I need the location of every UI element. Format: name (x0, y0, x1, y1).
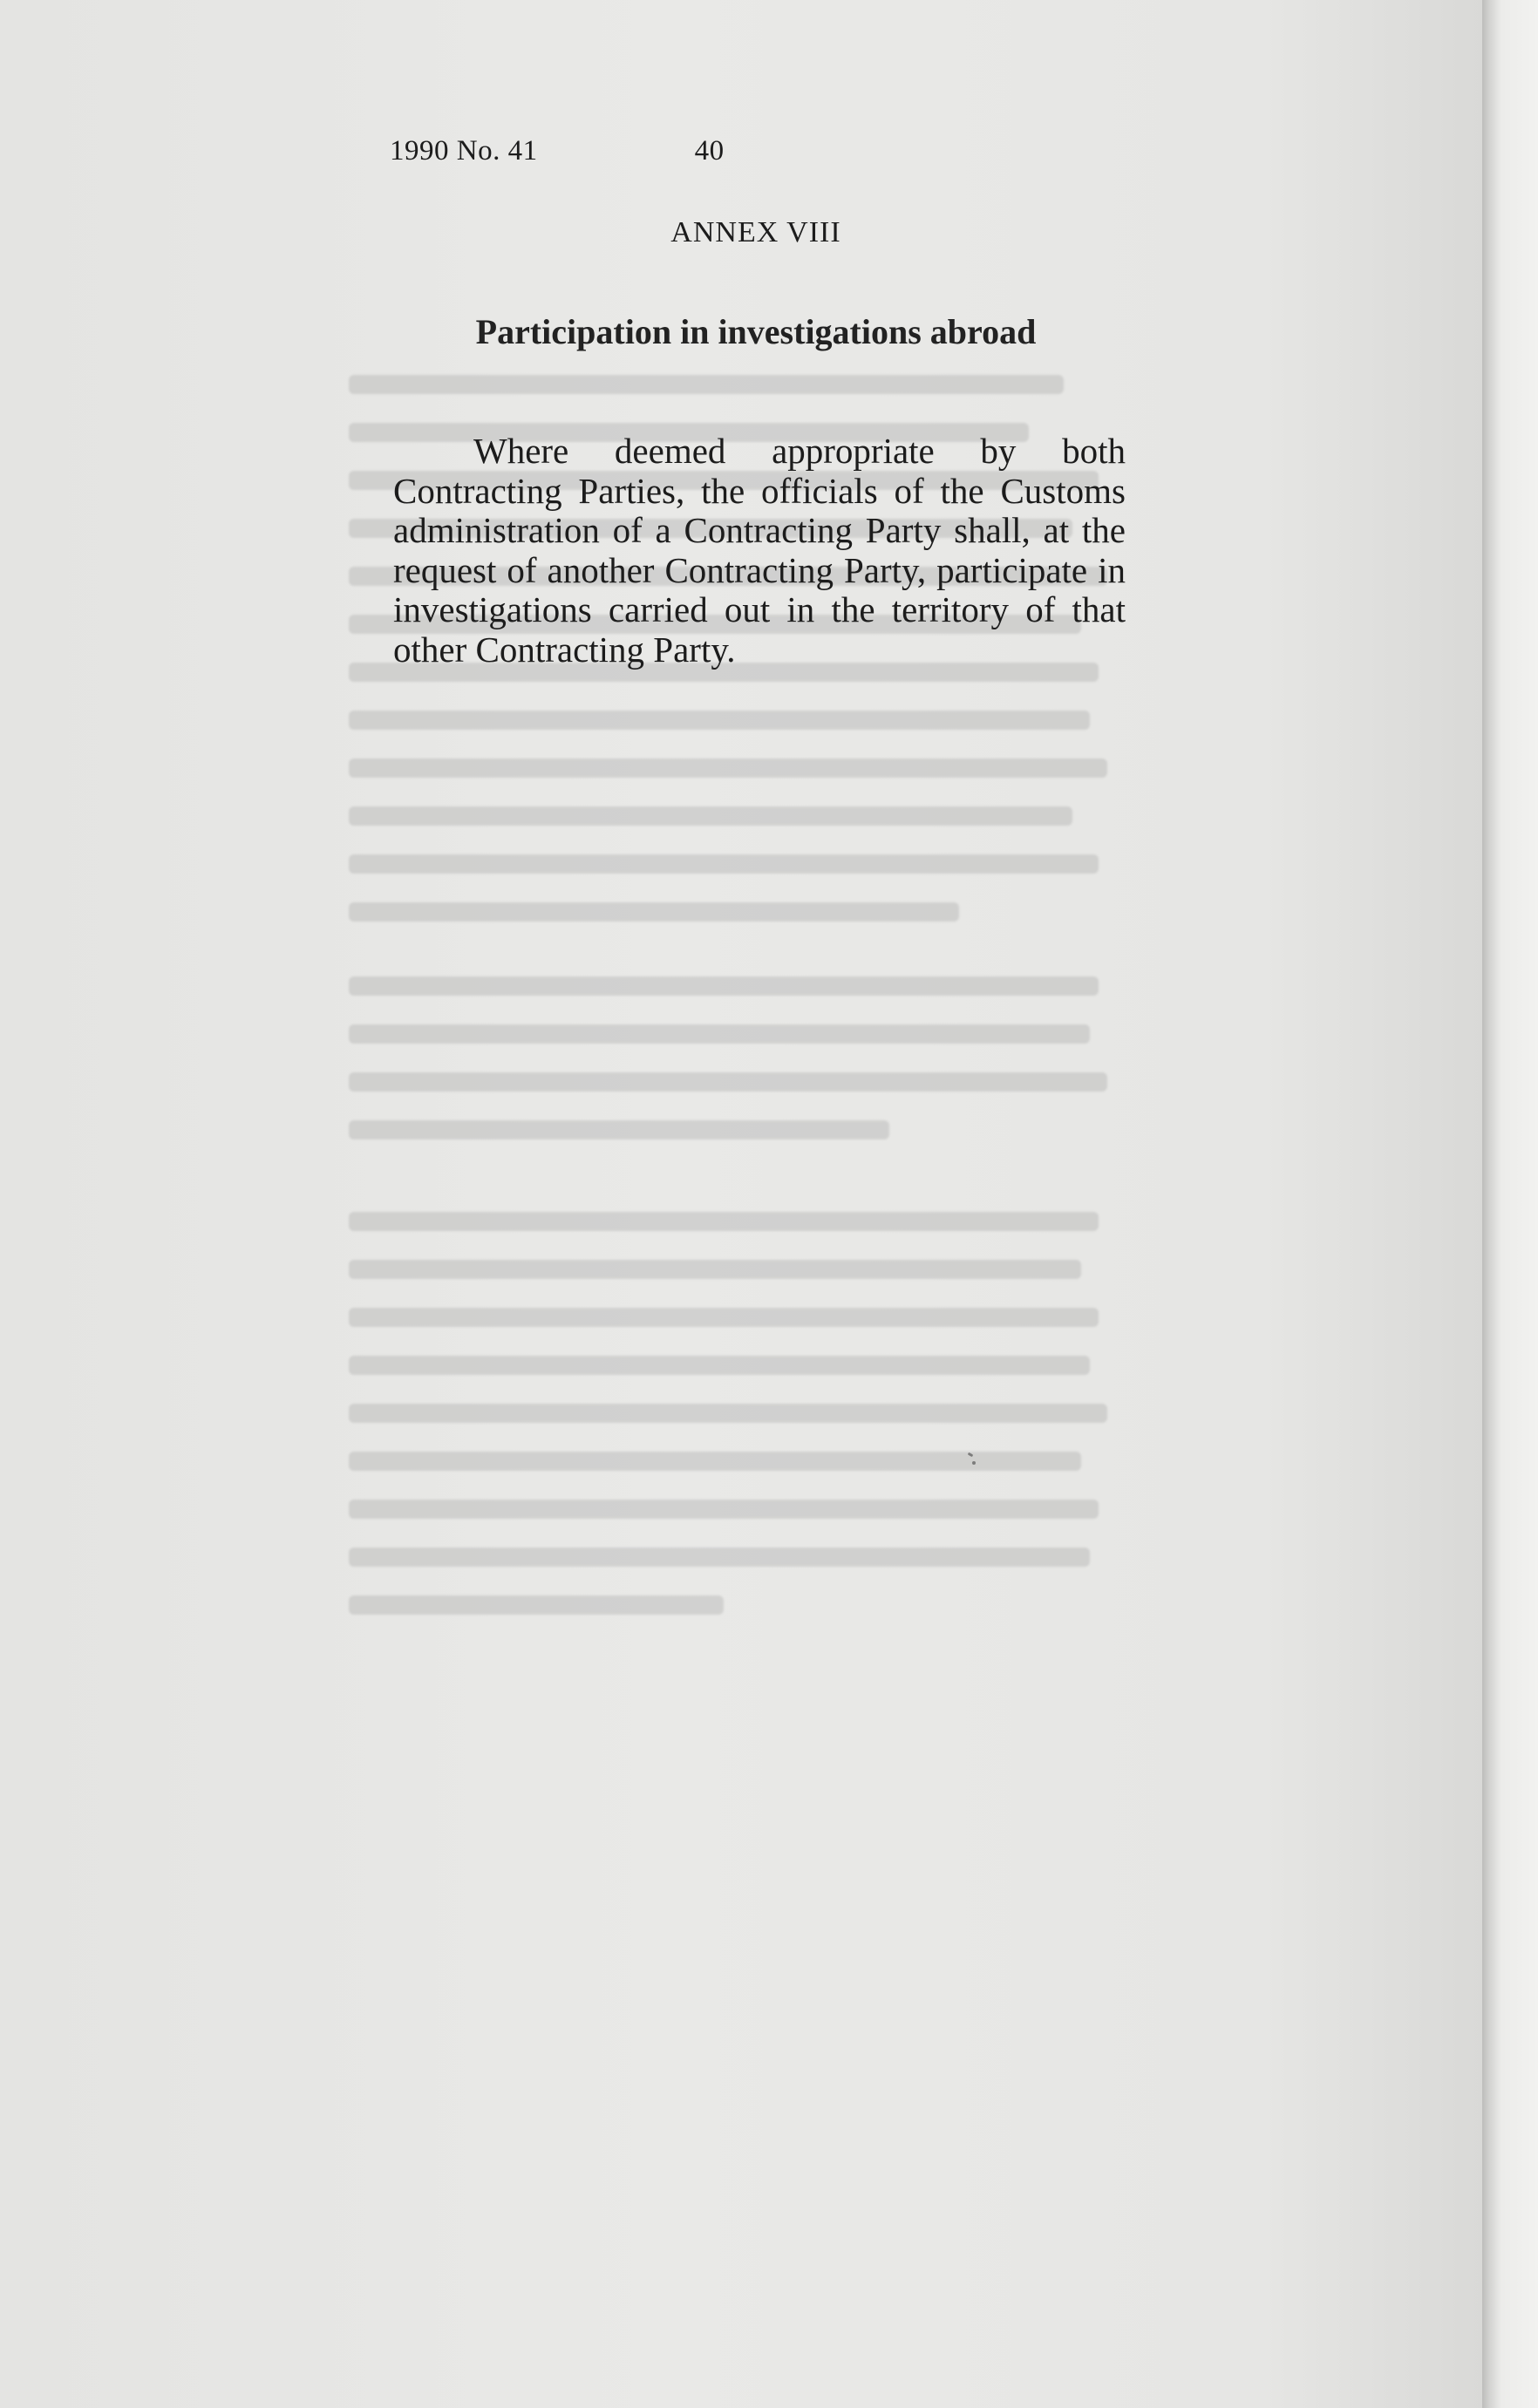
page-number: 40 (694, 135, 725, 167)
annex-title: ANNEX VIII (670, 216, 841, 248)
document-reference: 1990 No. 41 (390, 135, 538, 167)
print-speck (972, 1461, 976, 1465)
running-header (390, 135, 725, 167)
print-speck (968, 1452, 974, 1458)
section-heading: Participation in investigations abroad (475, 312, 1037, 351)
page-edge (1482, 0, 1538, 2408)
body-paragraph: Where deemed appropriate by both Contracting Parties, the officials of the Customs administration of a Contracting Party shall, at the request of another Contracting Party, participate in investigations carried out in the territory of that other Contracting Party. (393, 431, 1126, 670)
